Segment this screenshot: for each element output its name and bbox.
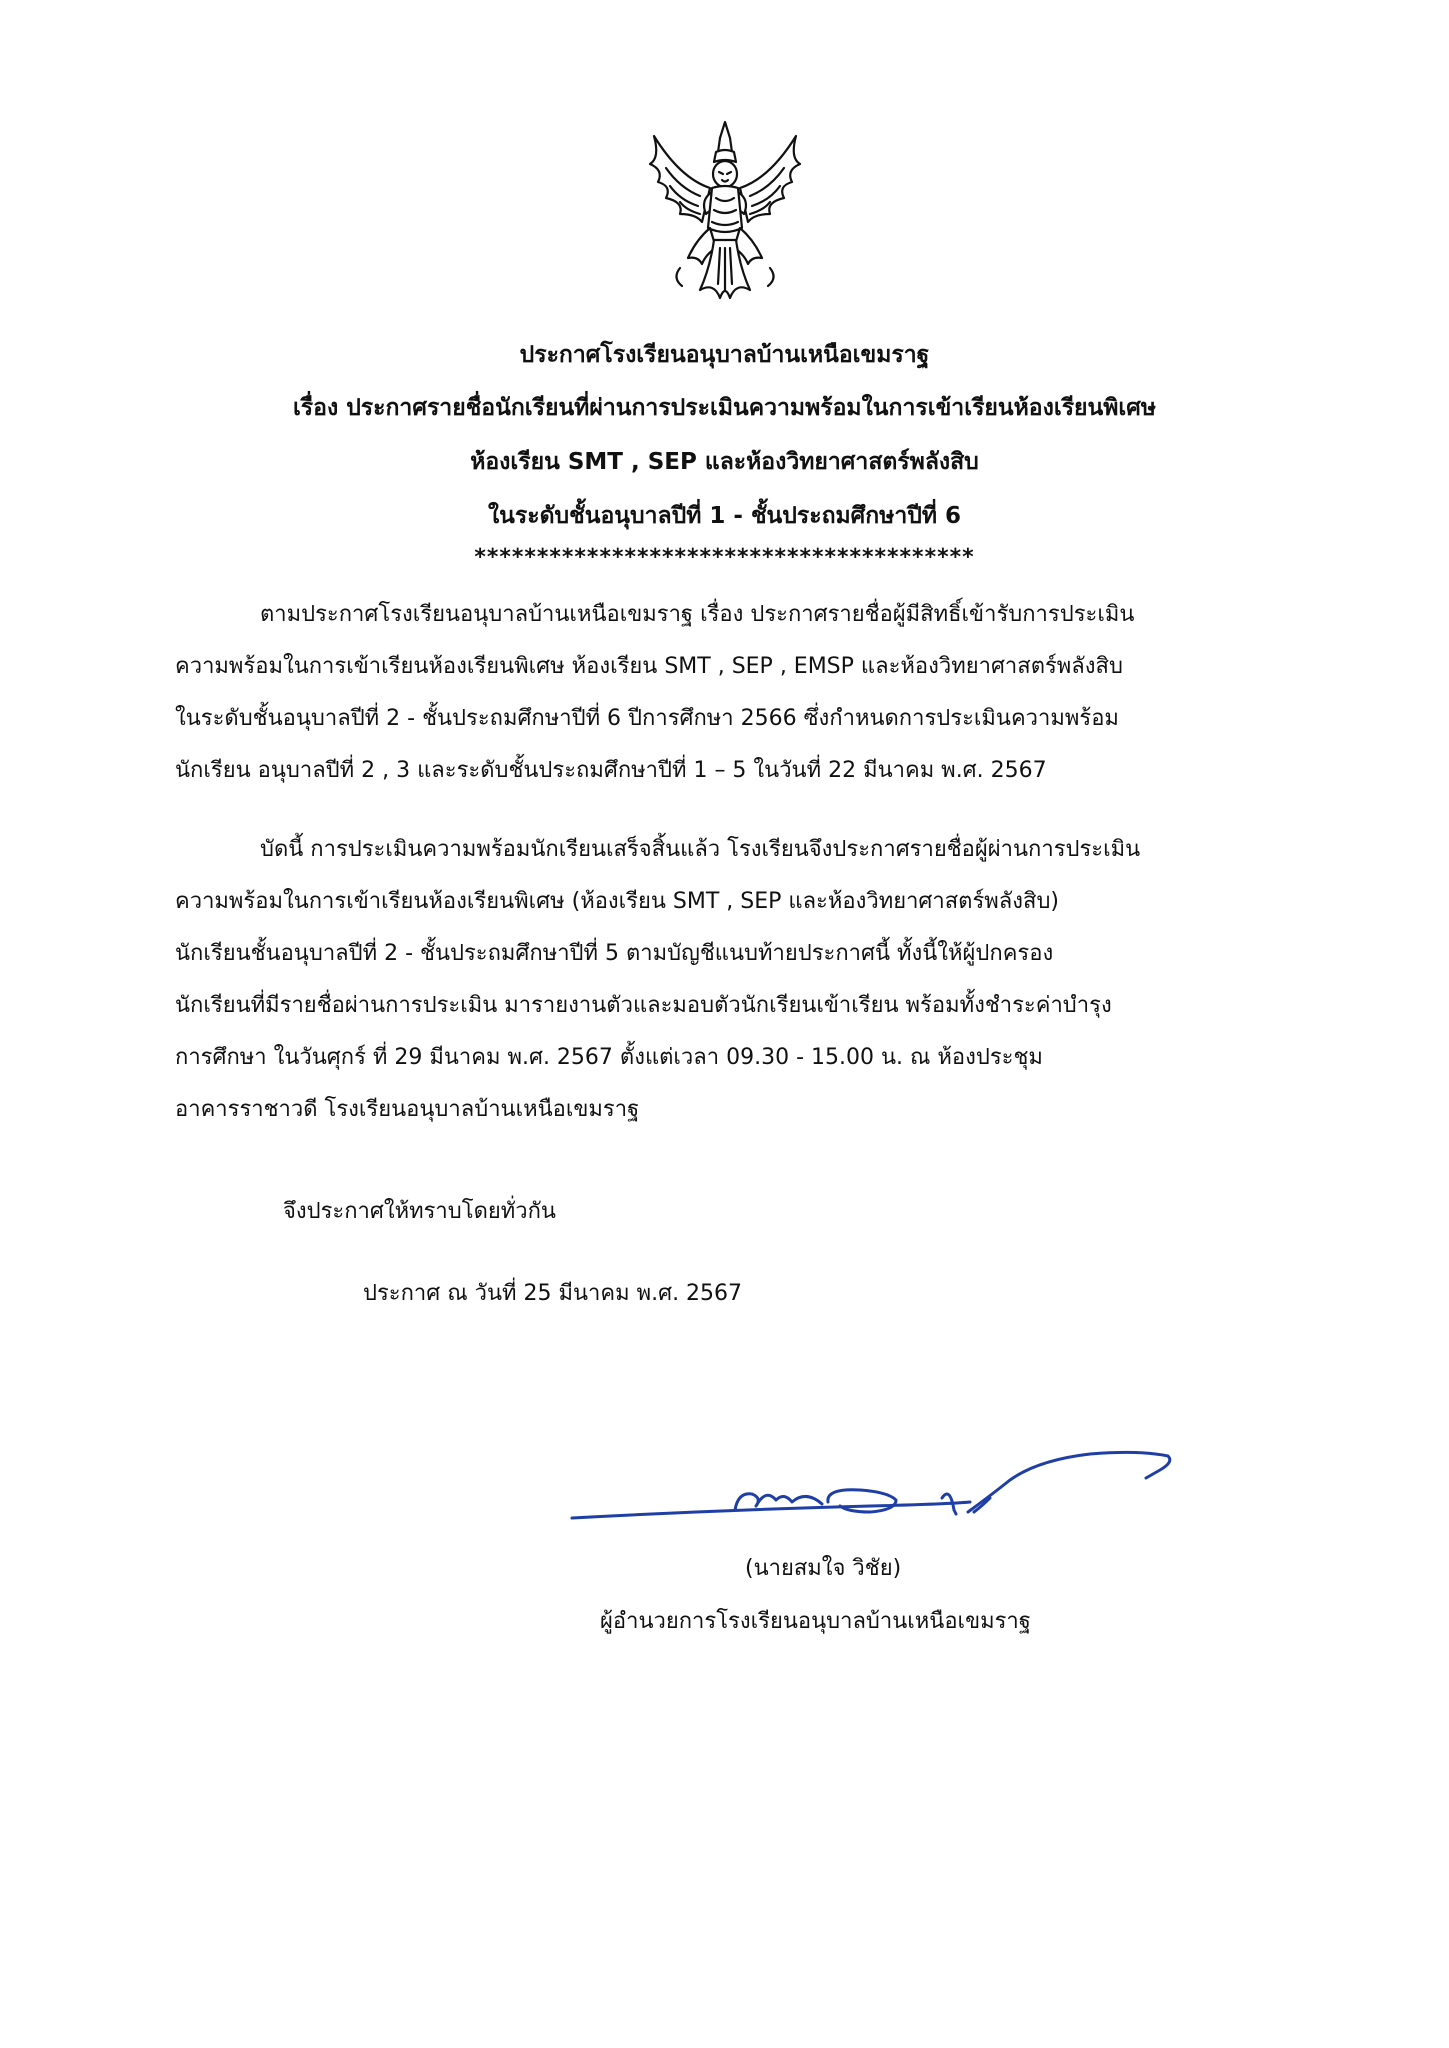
- announcement-date: ประกาศ ณ วันที่ 25 มีนาคม พ.ศ. 2567: [363, 1281, 743, 1306]
- paragraph-line: ความพร้อมในการเข้าเรียนห้องเรียนพิเศษ ห้องเรียน SMT , SEP , EMSP และห้องวิทยาศาสตร์พลังสิบ: [175, 654, 1123, 679]
- signer-name: (นายสมใจ วิชัย): [745, 1556, 902, 1581]
- garuda-emblem-icon: [640, 118, 810, 308]
- paragraph-line: อาคารราชาวดี โรงเรียนอนุบาลบ้านเหนือเขมราฐ: [175, 1097, 640, 1122]
- paragraph-line: ความพร้อมในการเข้าเรียนห้องเรียนพิเศษ (ห้องเรียน SMT , SEP และห้องวิทยาศาสตร์พลังสิบ): [175, 889, 1059, 914]
- signer-title: ผู้อำนวยการโรงเรียนอนุบาลบ้านเหนือเขมราฐ: [600, 1609, 1031, 1634]
- title-separator: ****************************************: [474, 545, 975, 570]
- paragraph-line: นักเรียน อนุบาลปีที่ 2 , 3 และระดับชั้นประถมศึกษาปีที่ 1 – 5 ในวันที่ 22 มีนาคม พ.ศ. 2567: [175, 758, 1047, 783]
- announcement-issuer: ประกาศโรงเรียนอนุบาลบ้านเหนือเขมราฐ: [519, 342, 930, 368]
- paragraph-line: ในระดับชั้นอนุบาลปีที่ 2 - ชั้นประถมศึกษาปีที่ 6 ปีการศึกษา 2566 ซึ่งกำหนดการประเมินความพร้อม: [175, 706, 1119, 731]
- paragraph-line: ตามประกาศโรงเรียนอนุบาลบ้านเหนือเขมราฐ เรื่อง ประกาศรายชื่อผู้มีสิทธิ์เข้ารับการประเมิน: [260, 602, 1135, 627]
- announcement-grade-range: ในระดับชั้นอนุบาลปีที่ 1 - ชั้นประถมศึกษาปีที่ 6: [487, 503, 962, 529]
- paragraph-line: นักเรียนที่มีรายชื่อผ่านการประเมิน มารายงานตัวและมอบตัวนักเรียนเข้าเรียน พร้อมทั้งชำระค่าบำรุง: [175, 993, 1112, 1018]
- paragraph-line: การศึกษา ในวันศุกร์ ที่ 29 มีนาคม พ.ศ. 2567 ตั้งแต่เวลา 09.30 - 15.00 น. ณ ห้องประชุม: [175, 1045, 1043, 1070]
- paragraph-line: นักเรียนชั้นอนุบาลปีที่ 2 - ชั้นประถมศึกษาปีที่ 5 ตามบัญชีแนบท้ายประกาศนี้ ทั้งนี้ให้ผู้ปกครอง: [175, 941, 1054, 966]
- announcement-subject: เรื่อง ประกาศรายชื่อนักเรียนที่ผ่านการประเมินความพร้อมในการเข้าเรียนห้องเรียนพิเศษ: [292, 395, 1157, 421]
- closing-statement: จึงประกาศให้ทราบโดยทั่วกัน: [283, 1199, 556, 1224]
- handwritten-signature: [570, 1440, 1175, 1530]
- paragraph-line: บัดนี้ การประเมินความพร้อมนักเรียนเสร็จสิ้นแล้ว โรงเรียนจึงประกาศรายชื่อผู้ผ่านการประเมิน: [260, 837, 1141, 862]
- announcement-classrooms: ห้องเรียน SMT , SEP และห้องวิทยาศาสตร์พลังสิบ: [470, 449, 979, 475]
